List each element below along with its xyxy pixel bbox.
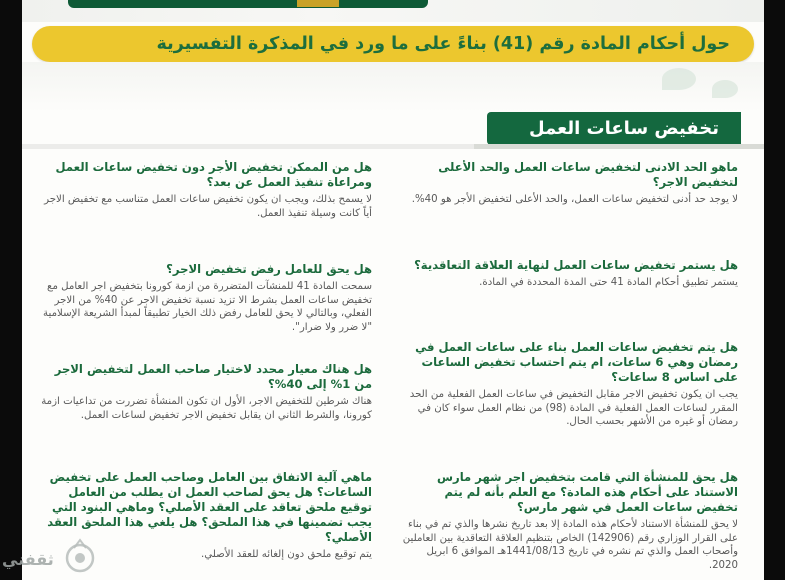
faq-question: ماهي آلية الاتفاق بين العامل وصاحب العمل على تخفيض الساعات؟ هل يحق لصاحب العمل ان يطلب من العامل توقيع ملحق تعاقد على العقد الأصلي؟ وماهي البنود التي يجب تضمينها في هذا الملحق؟ هل يلغي هذا الملحق العقد الأصلي؟	[47, 470, 372, 544]
top-gold-strip	[297, 0, 339, 7]
faq-answer: هناك شرطين للتخفيض الاجر، الأول ان تكون المنشأة تضررت من تداعيات ازمة كورونا، والشرط الثاني ان يقابل تخفيض الاجر تخفيض لساعات العمل.	[41, 396, 372, 421]
top-green-strip	[68, 0, 428, 8]
section-title: تخفيض ساعات العمل	[487, 112, 741, 145]
banner-title: حول أحكام المادة رقم (41) بناءً على ما ورد في المذكرة التفسيرية	[156, 34, 730, 54]
infographic-card	[22, 0, 764, 580]
faq-answer: يجب ان يكون تخفيض الاجر مقابل التخفيض في ساعات العمل الفعلية من الحد المقرر لساعات العمل الفعلية في المادة (98) من نظام العمل سواء كان في رمضان أو غيره من الأشهر بحسب الحال.	[409, 389, 738, 428]
faq-answer: سمحت المادة 41 للمنشآت المتضررة من ازمة كورونا بتخفيض اجر العامل مع تخفيض ساعات العمل بشرط الا تزيد نسبة تخفيض الاجر عن 40% من الاجر الفعلي، وبالتالي لا يحق للعامل رفض ذلك الخيار تطبيقاً لمبدأ الشريعة الإسلامية "لا ضرر ولا ضرار".	[43, 281, 372, 333]
top-decoration	[22, 0, 764, 22]
faq-item	[400, 340, 738, 429]
faq-answer: يتم توقيع ملحق دون إلغائه للعقد الأصلي.	[201, 549, 372, 560]
faq-item	[400, 258, 738, 290]
faq-question: هل هناك معيار محدد لاختيار صاحب العمل لتخفيض الاجر من 1% إلى 40%؟	[54, 362, 372, 391]
faq-question: هل يحق للعامل رفض تخفيض الاجر؟	[166, 262, 372, 276]
background-decoration	[22, 62, 764, 112]
faq-item	[34, 362, 372, 422]
faq-item	[34, 262, 372, 334]
faq-question: هل يتم تخفيض ساعات العمل بناء على ساعات العمل في رمضان وهي 6 ساعات، ام يتم احتساب تخفيض الساعات على اساس 8 ساعات؟	[415, 340, 738, 384]
section-divider-accent	[474, 144, 764, 149]
watermark-logo-text: ثقفني	[2, 550, 54, 569]
faq-question: هل يحق للمنشأة التي قامت بتخفيض اجر شهر مارس الاستناد على أحكام هذه المادة؟ مع العلم بأنه لم يتم تخفيض ساعات العمل في شهر مارس؟	[437, 470, 738, 514]
faq-question: ماهو الحد الادنى لتخفيض ساعات العمل والحد الأعلى لتخفيض الاجر؟	[438, 160, 738, 189]
faq-item	[34, 160, 372, 220]
faq-question: هل يستمر تخفيض ساعات العمل لنهاية العلاقة التعاقدية؟	[414, 258, 738, 272]
faq-answer: يستمر تطبيق أحكام المادة 41 حتى المدة المحددة في المادة.	[479, 277, 738, 288]
faq-item	[400, 160, 738, 207]
leaf-shape	[712, 80, 738, 98]
title-banner	[32, 26, 754, 62]
leaf-shape	[662, 68, 696, 90]
faq-question: هل من الممكن تخفيض الأجر دون تخفيض ساعات العمل ومراعاة تنفيذ العمل عن بعد؟	[55, 160, 372, 189]
faq-answer: لا يسمح بذلك، ويجب ان يكون تخفيض ساعات العمل متناسب مع تخفيض الاجر أياً كانت وسيلة تنفيذ العمل.	[44, 194, 372, 219]
faq-answer: لا يوجد حد أدنى لتخفيض ساعات العمل، والحد الأعلى لتخفيض الأجر هو 40%.	[411, 194, 738, 205]
faq-answer: لا يحق للمنشأة الاستناد لأحكام هذه المادة إلا بعد تاريخ نشرها والذي تم في بناء على القرار الوزاري رقم (142906) الخاص بتنظيم العلاقة التعاقدية بين العاملين وأصحاب العمل والذي تم نشره في تاريخ 1441/08/13هـ الموافق 6 ابريل 2020.	[402, 519, 738, 571]
faq-item	[400, 470, 738, 572]
